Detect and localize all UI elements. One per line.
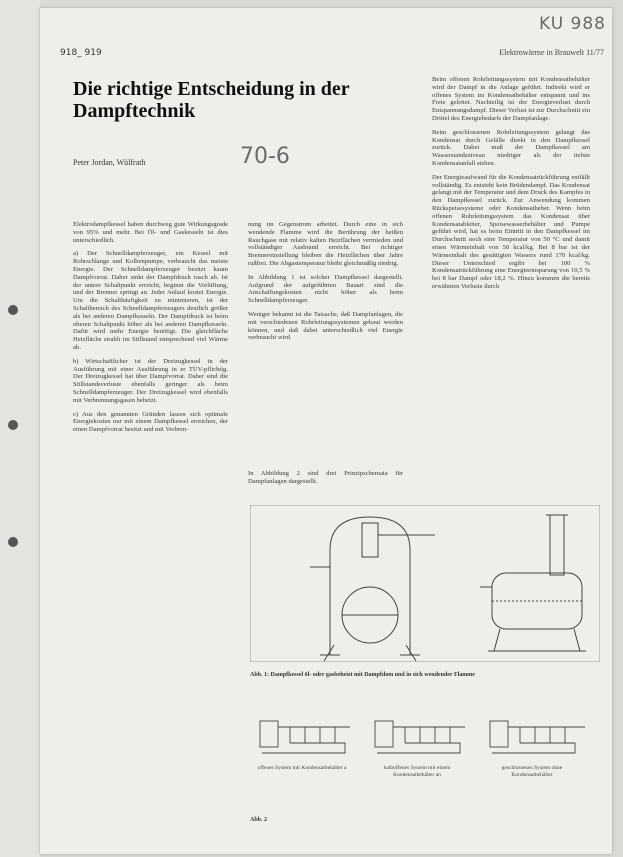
text-column-2 — [248, 221, 403, 348]
paragraph: In Abbildung 2 sind drei Prinzipschemata für Dampfanlagen dargestellt. — [248, 470, 403, 485]
punch-hole-bottom — [8, 537, 18, 547]
paragraph: In Abbildung 1 ist solcher Dampfkessel dargestellt. Aufgrund der aufgeführten Bauart sind die Anschaffungskosten nicht höher als beim Schnelldampferzeuger. — [248, 273, 403, 305]
handwritten-note: 70-6 — [240, 144, 290, 169]
paragraph: Beim geschlossenen Rohrleitungssystem gelangt das Kondensat durch Gefälle direkt in den Dampfkessel zurück. Dabei muß der Dampfkessel am Wasserstandsniveau niedriger als der tiefste Kondensatanfall stehen. — [432, 128, 590, 167]
text-column-3 — [432, 76, 590, 297]
figure-2-caption: Abb. 2 — [250, 817, 268, 823]
figure-1-caption: Abb. 1: Dampfkessel öl- oder gasbeheizt mit Dampfdom und in sich wendender Flamme — [250, 672, 475, 678]
paragraph: Der Energieaufwand für die Kondensatrückführung entfällt vollständig. Es entsteht kein Brüdendampf. Das Kondensat gelangt mit der Temperatur und dem Druck des Kampfes in den Dampfkessel zurück. Zur Anwendung kommen Rückspeisesysteme oder Kondensatheber. Wenn beim offenen Rohrleitungssystem das Kondensat über Kondensatableiter, Speisewasserbehälter und Pumpe geführt wird, hat es beim Eintritt in den Dampfkessel im Durchschnitt noch eine Temperatur von 50 °C und damit einen Wärmeinhalt von 50 kcal/kg. Bei 8 bar ist der Wärmeinhalt des gesättigten Wassers rund 170 kcal/kg. Dieser Unterschied ergibt bei 100 % Kondensatrückführung eine Energieeinsparung von 10,5 % bei 8 bar Dampf oder 18,2 %. Hinzu kommen die bereits erwähnten Verluste durch — [432, 173, 590, 290]
paragraph: Beim offenen Rohrleitungssystem mit Kondensatbehälter wird der Dampf in die Anlage geführt. Indirekt wird er offenes System im Kondensatbehälter entspannt und ins Freie geleitet. Nachteilig ist der Energieverlust durch Entspannungsdampf. Dieser Verlust ist zur Durchschnitt ein Drittel des Energiebedarfs der Dampfanlage. — [432, 76, 590, 122]
paragraph: Weniger bekannt ist die Tatsache, daß Dampfanlagen, die mit verschiedenen Rohrleitungssystemen gebaut werden können, und daß dabei unterschiedlich viel Energie verbraucht wird. — [248, 310, 403, 342]
punch-hole-middle — [8, 420, 18, 430]
publication-header: Elektrowärme in Brauwelt 11/77 — [499, 48, 604, 57]
handwritten-stamp: KU 988 — [539, 14, 606, 34]
paragraph: b) Wirtschaftlicher ist der Dreizugkessel in der Ausführung mit einer Ausführung in er TÜV-pflichtig. Der Dreizugkessel hat über Dampfvorrat. Daher sind die Stillstandsverluste ebenfalls geringer als beim Schnelldampferzeuger. Der Dreizugkessel wird ebenfalls mit Verbrennungsgasen beheizt. — [73, 357, 228, 404]
paragraph: Elektrodampfkessel haben durchweg gute Wirkungsgrade von 95% und mehr. Bei Öl- und Gaskesseln ist dies unterschiedlich. — [73, 221, 228, 244]
figure-2-label-open: offenes System mit Kondensatbehälter a — [257, 765, 347, 771]
paragraph: a) Der Schnelldampferzeuger, ein Kessel mit Rohrschlange und Kolbenpumpe, verbraucht das meiste Energie. Der Schnelldampferzeuger besitzt kaum Dampfvorrat. Daher sinkt der Dampfdruck rasch ab. Ist der untere Schaltpunkt erreicht, beginnt die Vorlüftung, und der Brenner springt an. Jeder Anlauf kostet Energie. Um die Schalthäufigkeit zu minimieren, ist der Schaltbereich des Schnelldampferzeugers deutlich größer als bei anderen Dampfkesseln. Der Dampfdruck ist beim oberen Schaltpunkt höher als bei anderen Dampfkesseln. Dafür wird mehr Energie benötigt. Die gleichfläche Heizfläche strahlt im Stillstand entsprechend viel Wärme ab. — [73, 250, 228, 351]
figure-2-label-semi-open: halboffenes System mit einem Kondensatbehälter an — [383, 765, 451, 778]
page-number: 918_ 919 — [60, 48, 102, 58]
paragraph: nung im Gegenstrom arbeitet. Durch eine in sich wendende Flamme wird die Berührung der heißen Rauchgase mit relativ kalten Heizflächen vermieden und vollständiger Ausbrand erreicht. Bei richtiger Brennereinstellung bleiben die Heizflächen über Jahre rußfrei. Die Abgastemperatur bleibt gleichmäßig niedrig. — [248, 221, 403, 267]
paragraph: c) Aus den genannten Gründen lassen sich optimale Energiekosten nur mit einem Dampfkessel erreichen, der einen Dampfvorrat besitzt und mit Verbren- — [73, 410, 228, 434]
figure-1-boiler-drawing — [250, 505, 600, 662]
figure-2-piping-schematics — [250, 691, 600, 761]
text-column-2-continued — [248, 470, 403, 492]
article-author: Peter Jordan, Wülfrath — [73, 158, 146, 167]
punch-hole-top — [8, 305, 18, 315]
figure-2-label-closed: geschlossenes System ohne Kondensatbehälter — [501, 765, 563, 778]
scan-background — [0, 0, 40, 857]
article-title: Die richtige Entscheidung in der Dampftechnik — [73, 78, 350, 122]
document-page — [40, 8, 612, 854]
text-column-1 — [73, 221, 228, 440]
